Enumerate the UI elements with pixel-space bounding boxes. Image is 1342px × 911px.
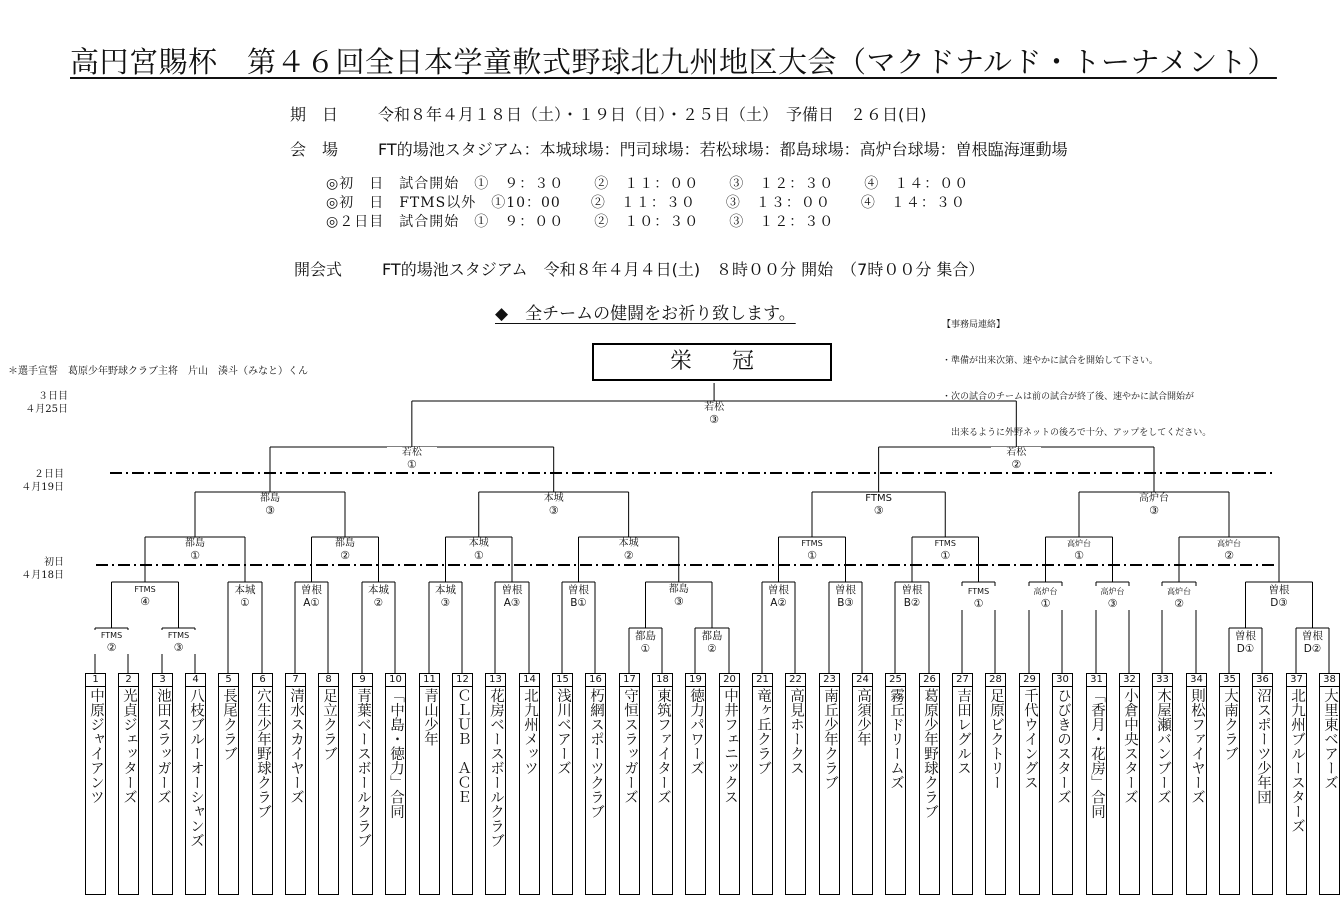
team-number: 21	[753, 674, 772, 687]
venue-name: 高炉台	[1033, 587, 1058, 596]
team-slot	[719, 673, 740, 895]
team-slot	[919, 673, 940, 895]
round-number: ①	[640, 643, 651, 655]
team-name: 木屋瀬バンブーズ	[1155, 688, 1171, 804]
match-venue	[1233, 630, 1259, 656]
round-number: ①	[807, 549, 817, 562]
match-venue	[689, 402, 739, 426]
schedule-line-2: ◎初 日 FTMS以外 ①10：00 ② １１：３０ ③ １３：００ ④ １４：３０	[326, 195, 966, 211]
venue-name: 曽根	[1302, 630, 1323, 642]
round-number: ②	[1011, 458, 1022, 471]
venue-name: 若松	[704, 402, 725, 413]
team-name: 中原ジャイアンツ	[88, 688, 104, 804]
team-name: 大里東ベアーズ	[1322, 688, 1338, 790]
match-venue	[499, 584, 525, 610]
match-venue	[433, 584, 459, 610]
round-number: ①	[406, 458, 417, 471]
team-name: 光貞ジェッターズ	[121, 688, 137, 804]
team-name: 沼スポーツ少年団	[1255, 688, 1271, 804]
team-number: 25	[886, 674, 905, 687]
period-label: 期 日	[290, 105, 339, 124]
venue-name: 若松	[401, 447, 422, 458]
team-number: 24	[853, 674, 872, 687]
match-venue	[170, 538, 220, 562]
team-number: 20	[720, 674, 739, 687]
venue-name: 本城	[618, 538, 639, 549]
champion-box: 栄冠	[592, 343, 832, 381]
match-venue	[1021, 586, 1071, 610]
round-number: ②	[1174, 597, 1184, 610]
team-name: 徳力パワーズ	[688, 688, 704, 775]
team-number: 22	[786, 674, 805, 687]
team-slot	[118, 673, 139, 895]
venue-name: 曽根	[901, 584, 923, 596]
team-number: 23	[820, 674, 839, 687]
team-number: 7	[286, 674, 305, 687]
team-number: 30	[1053, 674, 1072, 687]
venue-name: 本城	[234, 584, 256, 596]
team-name: 青山少年	[422, 688, 438, 746]
round-number: ③	[173, 641, 184, 654]
venue-name: FTMS	[100, 631, 123, 640]
team-slot	[1152, 673, 1173, 895]
team-number: 12	[453, 674, 472, 687]
office-heading: 【事務局連絡】	[942, 320, 1006, 330]
team-number: 35	[1220, 674, 1239, 687]
round-number: ③	[265, 504, 275, 517]
opening-label: 開会式	[294, 260, 343, 279]
team-name: 「香月・花房」合同	[1089, 688, 1105, 819]
day3-label: ３日目 ４月25日	[25, 391, 68, 415]
team-name: 霧丘ドリームズ	[888, 688, 904, 790]
team-slot	[1086, 673, 1107, 895]
team-slot	[419, 673, 440, 895]
match-venue	[366, 584, 392, 610]
team-name: ひびきのスターズ	[1055, 688, 1071, 804]
venue-name: 高炉台	[1067, 539, 1091, 548]
team-number: 15	[553, 674, 572, 687]
team-slot	[85, 673, 106, 895]
round-number: ③	[873, 504, 884, 517]
team-number: 36	[1253, 674, 1272, 687]
venue-name: FTMS	[801, 539, 823, 548]
round-number: ①	[1040, 597, 1051, 610]
team-name: 東筑ファイターズ	[655, 688, 671, 804]
venue-name: 本城	[435, 584, 456, 596]
round-number: ④	[140, 595, 150, 608]
team-slot	[652, 673, 673, 895]
team-number: 9	[353, 674, 372, 687]
team-name: 花房ベースボールクラブ	[488, 688, 504, 848]
venue-value: FT的場池スタジアム：本城球場：門司球場：若松球場：都島球場：高炉台球場：曽根臨海運動場	[378, 140, 1068, 159]
athlete-oath: ＊選手宣誓 葛原少年野球クラブ主将 片山 湊斗（みなと）くん	[8, 366, 308, 377]
team-number: 38	[1320, 674, 1339, 687]
team-name: 小倉中央スターズ	[1122, 688, 1138, 804]
team-slot	[185, 673, 206, 895]
match-venue	[991, 447, 1041, 471]
team-number: 18	[653, 674, 672, 687]
round-number: A③	[503, 597, 521, 609]
venue-name: FTMS	[967, 587, 990, 596]
team-number: 33	[1153, 674, 1172, 687]
venue-name: 高炉台	[1167, 587, 1191, 596]
round-number: ③	[709, 413, 720, 426]
venue-name: 本城	[468, 538, 489, 549]
round-number: ①	[473, 549, 484, 562]
schedule-line-3: ◎２日目 試合開始 ① ９：００ ② １０：３０ ③ １２：３０	[326, 214, 835, 230]
team-number: 31	[1087, 674, 1106, 687]
team-name: 中井フェニックス	[722, 688, 738, 804]
venue-name: FTMS	[167, 631, 190, 640]
team-name: 大南クラブ	[1222, 688, 1238, 761]
venue-name: 高炉台	[1217, 539, 1241, 548]
team-slot	[318, 673, 339, 895]
team-slot	[1319, 673, 1340, 895]
round-number: ②	[707, 643, 717, 655]
round-number: A①	[303, 597, 320, 609]
team-slot	[519, 673, 540, 895]
team-slot	[1252, 673, 1273, 895]
team-name: 青葉ベースボールクラブ	[355, 688, 371, 848]
match-venue	[1300, 630, 1326, 656]
office-line: 出来るように外野ネットの後ろで十分、アップをしてください。	[942, 428, 1212, 438]
match-venue	[1054, 538, 1104, 562]
match-venue	[154, 630, 204, 654]
team-number: 13	[486, 674, 505, 687]
team-number: 4	[186, 674, 205, 687]
day1-label: 初日 ４月18日	[21, 557, 64, 581]
venue-name: 都島	[260, 493, 280, 504]
round-number: ②	[340, 549, 350, 562]
team-name: 竜ヶ丘クラブ	[755, 688, 771, 775]
match-venue	[766, 584, 792, 610]
venue-name: FTMS	[134, 585, 156, 594]
round-number: B①	[570, 597, 587, 609]
round-number: B②	[903, 597, 921, 609]
team-name: 「中島・徳力」合同	[388, 688, 404, 819]
team-name: 足原ビクトリー	[988, 688, 1004, 790]
page-title: 高円宮賜杯 第４６回全日本学童軟式野球北九州地区大会（マクドナルド・トーナメント）	[70, 45, 1277, 79]
team-slot	[619, 673, 640, 895]
match-venue	[1266, 584, 1292, 610]
team-slot	[852, 673, 873, 895]
period-value: 令和８年４月１８日（土）・１９日（日）・２５日（土） 予備日 ２６日(日)	[378, 105, 927, 124]
match-venue	[566, 584, 592, 610]
team-name: 北九州ブルースターズ	[1289, 688, 1305, 833]
venue-label: 会 場	[290, 140, 339, 159]
team-slot	[152, 673, 173, 895]
venue-name: 都島	[635, 630, 656, 642]
team-slot	[819, 673, 840, 895]
round-number: ③	[440, 597, 451, 609]
good-luck-message: ◆ 全チームの健闘をお祈り致します。	[495, 304, 796, 324]
team-number: 37	[1287, 674, 1306, 687]
team-name: 吉田レグルス	[955, 688, 971, 775]
team-slot	[585, 673, 606, 895]
team-slot	[1286, 673, 1307, 895]
round-number: ③	[548, 504, 559, 517]
team-slot	[685, 673, 706, 895]
round-number: ①	[973, 597, 984, 610]
team-slot	[952, 673, 973, 895]
round-number: ①	[1074, 549, 1084, 562]
venue-name: 本城	[543, 493, 564, 504]
match-venue	[387, 447, 437, 471]
team-slot	[752, 673, 773, 895]
team-number: 19	[686, 674, 705, 687]
round-number: ②	[623, 549, 634, 562]
match-venue	[120, 584, 170, 608]
team-number: 32	[1120, 674, 1139, 687]
team-name: 池田スラッガーズ	[155, 688, 171, 804]
match-venue	[699, 630, 725, 656]
venue-name: 曽根	[768, 584, 789, 596]
match-venue	[232, 584, 258, 610]
round-number: D③	[1270, 597, 1288, 609]
round-number: ②	[373, 597, 384, 609]
team-slot	[1219, 673, 1240, 895]
office-line: ・準備が出来次第、速やかに試合を開始して下さい。	[942, 356, 1159, 366]
team-number: 26	[920, 674, 939, 687]
team-name: 朽網スポーツクラブ	[588, 688, 604, 819]
team-name: 北九州メッツ	[522, 688, 538, 775]
match-venue	[954, 586, 1004, 610]
venue-name: 都島	[335, 538, 355, 549]
team-slot	[785, 673, 806, 895]
venue-name: FTMS	[934, 539, 956, 548]
match-venue	[899, 584, 925, 610]
team-slot	[452, 673, 473, 895]
venue-name: 高炉台	[1139, 493, 1169, 504]
round-number: ③	[1107, 597, 1118, 610]
team-slot	[552, 673, 573, 895]
team-number: 1	[86, 674, 105, 687]
match-venue	[633, 630, 659, 656]
team-number: 28	[986, 674, 1005, 687]
team-number: 29	[1020, 674, 1039, 687]
schedule-line-1: ◎初 日 試合開始 ① ９：３０ ② １１：００ ③ １２：３０ ④ １４：００	[326, 176, 970, 192]
venue-name: 曽根	[1268, 584, 1290, 596]
venue-name: 曽根	[301, 584, 322, 596]
venue-name: 高炉台	[1100, 587, 1125, 596]
team-name: ＣＬＵＢ ＡＣＥ	[455, 688, 471, 804]
round-number: ②	[106, 641, 117, 654]
venue-name: 本城	[368, 584, 389, 596]
team-name: 長尾クラブ	[221, 688, 237, 761]
team-name: 穴生少年野球クラブ	[255, 688, 271, 819]
team-slot	[1186, 673, 1207, 895]
team-number: 27	[953, 674, 972, 687]
team-name: 南丘少年クラブ	[822, 688, 838, 790]
team-number: 2	[119, 674, 138, 687]
venue-name: 若松	[1006, 447, 1027, 458]
team-slot	[1052, 673, 1073, 895]
team-slot	[252, 673, 273, 895]
match-venue	[87, 630, 137, 654]
team-slot	[1019, 673, 1040, 895]
match-venue	[604, 538, 654, 562]
team-slot	[1119, 673, 1140, 895]
team-slot	[218, 673, 239, 895]
match-venue	[833, 584, 859, 610]
venue-name: FTMS	[865, 493, 892, 504]
team-name: 高見ホークス	[788, 688, 804, 775]
team-number: 3	[153, 674, 172, 687]
match-venue	[245, 493, 295, 517]
team-number: 8	[319, 674, 338, 687]
team-name: 浅川ベアーズ	[555, 688, 571, 775]
team-name: 八枝ブルーオーシャンズ	[188, 688, 204, 848]
round-number: ①	[240, 597, 250, 609]
round-number: D②	[1303, 643, 1322, 655]
team-number: 5	[219, 674, 238, 687]
team-number: 14	[520, 674, 539, 687]
team-name: 清水スカイヤーズ	[288, 688, 304, 804]
team-name: 葛原少年野球クラブ	[922, 688, 938, 819]
venue-name: 曽根	[568, 584, 589, 596]
team-number: 6	[253, 674, 272, 687]
opening-value: FT的場池スタジアム 令和８年４月４日(土) ８時００分 開始 （7時００分 集合）	[382, 260, 985, 279]
match-venue	[529, 493, 579, 517]
venue-name: 都島	[185, 538, 205, 549]
round-number: ③	[1149, 504, 1159, 517]
match-venue	[654, 584, 704, 608]
round-number: ③	[673, 595, 684, 608]
venue-name: 都島	[668, 584, 689, 595]
team-number: 34	[1187, 674, 1206, 687]
team-slot	[985, 673, 1006, 895]
team-name: 足立クラブ	[321, 688, 337, 761]
office-line: ・次の試合のチームは前の試合が終了後、速やかに試合開始が	[942, 392, 1195, 402]
match-venue	[920, 538, 970, 562]
round-number: B③	[837, 597, 854, 609]
team-name: 高須少年	[855, 688, 871, 746]
team-number: 17	[620, 674, 639, 687]
team-name: 守恒スラッガーズ	[622, 688, 638, 804]
team-slot	[352, 673, 373, 895]
team-slot	[885, 673, 906, 895]
round-number: ②	[1224, 549, 1234, 562]
team-slot	[285, 673, 306, 895]
venue-name: 都島	[701, 630, 723, 642]
team-name: 則松ファイヤーズ	[1189, 688, 1205, 804]
match-venue	[1129, 493, 1179, 517]
match-venue	[854, 493, 904, 517]
venue-name: 曽根	[501, 584, 523, 596]
round-number: D①	[1236, 643, 1255, 655]
match-venue	[1204, 538, 1254, 562]
venue-name: 曽根	[835, 584, 856, 596]
team-slot	[385, 673, 406, 895]
round-number: ①	[190, 549, 200, 562]
match-venue	[787, 538, 837, 562]
day2-label: ２日目 ４月19日	[21, 469, 64, 493]
team-slot	[485, 673, 506, 895]
round-number: A②	[770, 597, 787, 609]
venue-name: 曽根	[1235, 630, 1256, 642]
team-name: 千代ウイングス	[1022, 688, 1038, 790]
team-number: 10	[386, 674, 405, 687]
match-venue	[320, 538, 370, 562]
match-venue	[1088, 586, 1138, 610]
match-venue	[454, 538, 504, 562]
round-number: ①	[940, 549, 951, 562]
team-number: 16	[586, 674, 605, 687]
match-venue	[299, 584, 325, 610]
team-number: 11	[420, 674, 439, 687]
match-venue	[1154, 586, 1204, 610]
